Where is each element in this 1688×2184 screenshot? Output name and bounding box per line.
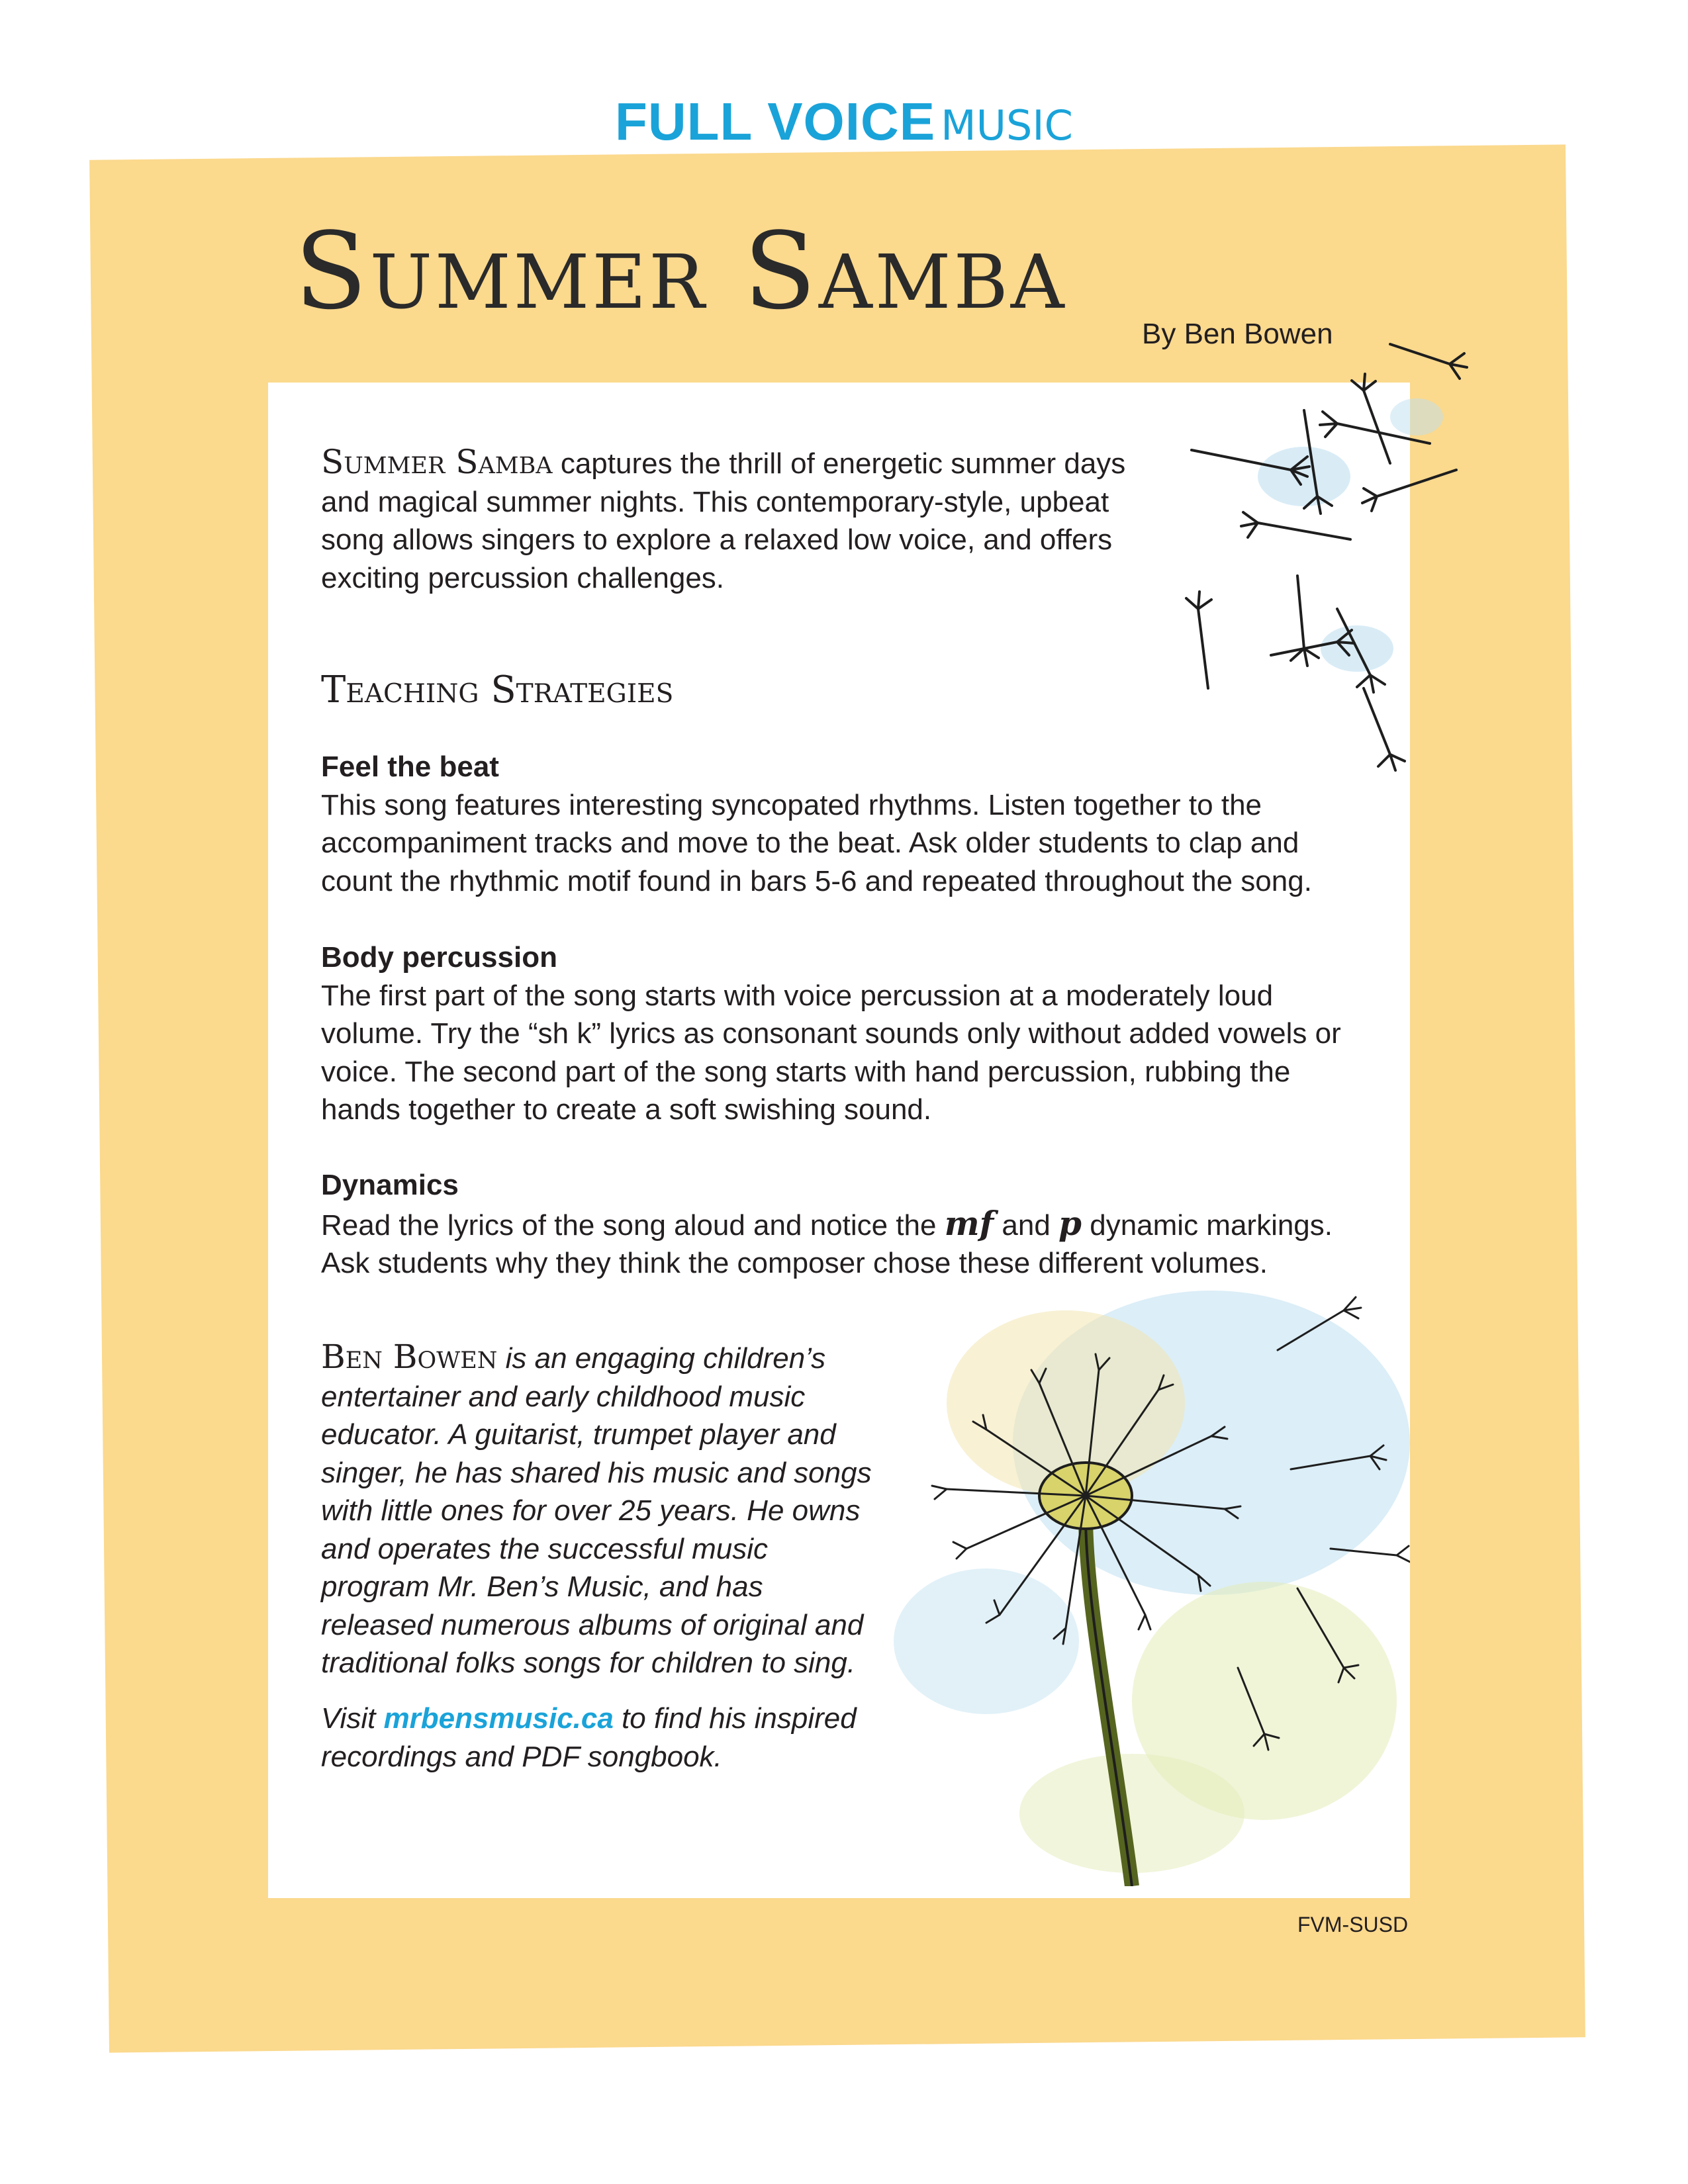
body-body-percussion: The first part of the song starts with voice percussion at a moderately loud volume. Try the “sh k” lyrics as consonant sounds only without added vowels or voice. The second part of the song starts with hand percussion, rubbing the hands together to create a soft swishing sound. [321, 979, 1341, 1126]
product-code: FVM-SUSD [1297, 1913, 1409, 1936]
bio-name: Ben Bowen [321, 1338, 498, 1376]
byline: By Ben Bowen [1142, 318, 1333, 350]
logo-sub: MUSIC [941, 101, 1073, 150]
website-link[interactable]: mrbensmusic.ca [383, 1702, 614, 1735]
logo-main: FULL VOICE [615, 92, 936, 151]
intro-paragraph [321, 443, 1129, 597]
dandelion-flower-illustration [867, 1271, 1410, 1886]
section-feel-the-beat [321, 748, 1360, 900]
bio-text: is an engaging children’s entertainer and early childhood music educator. A guitarist, trumpet player and singer, he has shared his music and songs with little ones for over 25 years. He owns and operates the successful music program Mr. Ben’s Music, and has released numerous albums of original and traditional folks songs for children to sing. [321, 1342, 872, 1679]
section-body-percussion [321, 938, 1360, 1129]
intro-text: captures the thrill of energetic summer days and magical summer nights. This contemporary-style, upbeat song allows singers to explore a relaxed low voice, and offers exciting percussion challenges. [321, 447, 1126, 594]
subhead-dynamics: Dynamics [321, 1169, 459, 1201]
subhead-feel-the-beat: Feel the beat [321, 751, 499, 783]
section-heading-strategies: Teaching Strategies [321, 668, 674, 711]
visit-text-a: Visit [321, 1702, 384, 1735]
intro-lead: Summer Samba [321, 443, 553, 481]
subhead-body-percussion: Body percussion [321, 941, 557, 974]
section-dynamics [321, 1166, 1360, 1283]
page-title: Summer Samba [295, 209, 1067, 333]
body-dynamics-c: dynamic markings. Ask students why they think the composer chose these different volumes. [321, 1208, 1333, 1279]
body-dynamics-b: and [994, 1208, 1059, 1242]
visit-paragraph [321, 1700, 877, 1776]
bio-paragraph [321, 1338, 877, 1682]
visit-text-b: to find his inspired recordings and PDF songbook. [321, 1702, 857, 1773]
brand-logo [0, 91, 1688, 152]
dandelion-seeds-illustration [1139, 291, 1483, 788]
body-feel-the-beat: This song features interesting syncopated rhythms. Listen together to the accompaniment tracks and move to the beat. Ask older students to clap and count the rhythmic motif found in bars 5-6 and repeated throughout the song. [321, 788, 1312, 897]
body-dynamics-a: Read the lyrics of the song aloud and notice the [321, 1208, 945, 1242]
dynamic-mark-p: p [1058, 1203, 1082, 1243]
dynamic-mark-mf: mf [944, 1203, 994, 1243]
